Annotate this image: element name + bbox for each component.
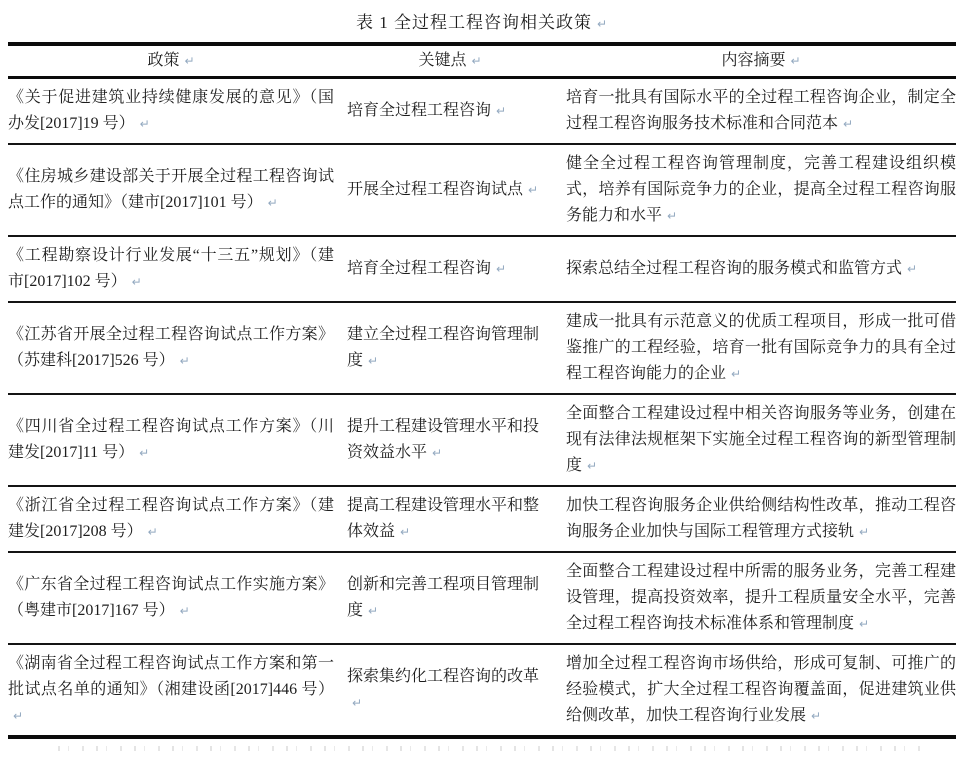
key-point-cell [347, 256, 553, 282]
summary-text: 建成一批具有示范意义的优质工程项目，形成一批可借鉴推广的工程经验，培育一批有国际竞争力的具有全过程工程咨询能力的企业 [566, 313, 956, 382]
summary-cell [566, 151, 956, 229]
paragraph-mark-icon: ↵ [184, 54, 195, 68]
paragraph-mark-icon: ↵ [147, 525, 158, 539]
paragraph-mark-icon: ↵ [587, 459, 598, 473]
policy-text: 《浙江省全过程工程咨询试点工作方案》（建建发[2017]208 号） [8, 497, 334, 540]
policy-text: 《广东省全过程工程咨询试点工作实施方案》（粤建市[2017]167 号） [8, 576, 334, 619]
key-point-cell [347, 414, 553, 466]
table-row [8, 79, 956, 143]
key-point-cell [347, 493, 553, 545]
paragraph-mark-icon: ↵ [496, 262, 507, 276]
paragraph-mark-icon: ↵ [432, 446, 443, 460]
summary-cell [566, 256, 956, 282]
paragraph-mark-icon: ↵ [368, 604, 379, 618]
paragraph-mark-icon: ↵ [368, 354, 379, 368]
policy-text: 《工程勘察设计行业发展“十三五”规划》（建市[2017]102 号） [8, 247, 334, 290]
policy-cell [8, 414, 334, 466]
policy-text: 《关于促进建筑业持续健康发展的意见》（国办发[2017]19 号） [8, 89, 334, 132]
key-point-text: 提升工程建设管理水平和投资效益水平 [347, 418, 540, 461]
paragraph-mark-icon: ↵ [859, 617, 870, 631]
summary-cell [566, 309, 956, 387]
paragraph-mark-icon: ↵ [859, 525, 870, 539]
paragraph-mark-icon: ↵ [496, 104, 507, 118]
paragraph-mark-icon: ↵ [731, 367, 742, 381]
table-row [8, 143, 956, 235]
summary-cell [566, 559, 956, 637]
paragraph-mark-icon: ↵ [907, 262, 918, 276]
key-point-cell [347, 322, 553, 374]
policy-cell [8, 493, 334, 545]
summary-text: 培育一批具有国际水平的全过程工程咨询企业，制定全过程工程咨询服务技术标准和合同范本 [566, 89, 956, 132]
policy-text: 《四川省全过程工程咨询试点工作方案》（川建发[2017]11 号） [8, 418, 334, 461]
paragraph-mark-icon: ↵ [843, 117, 854, 131]
policy-cell [8, 243, 334, 295]
paragraph-mark-icon: ↵ [790, 54, 801, 68]
paragraph-mark-icon: ↵ [400, 525, 411, 539]
header-key-point [347, 50, 553, 72]
key-point-text: 培育全过程工程咨询 [347, 260, 492, 277]
paragraph-mark-icon: ↵ [13, 709, 24, 723]
policy-cell [8, 164, 334, 216]
header-policy [8, 50, 334, 72]
paragraph-mark-icon: ↵ [528, 183, 539, 197]
policy-text: 《江苏省开展全过程工程咨询试点工作方案》（苏建科[2017]526 号） [8, 326, 334, 369]
summary-text: 全面整合工程建设过程中所需的服务业务，完善工程建设管理，提高投资效率，提升工程质量安全水平，完善全过程工程咨询技术标准体系和管理制度 [566, 563, 956, 632]
header-summary [566, 50, 956, 72]
summary-cell [566, 651, 956, 729]
key-point-text: 开展全过程工程咨询试点 [347, 181, 524, 198]
paragraph-mark-icon: ↵ [352, 696, 363, 710]
key-point-text: 创新和完善工程项目管理制度 [347, 576, 540, 619]
paragraph-mark-icon: ↵ [667, 209, 678, 223]
key-point-cell [347, 98, 553, 124]
paragraph-mark-icon: ↵ [596, 17, 609, 31]
policy-cell [8, 572, 334, 624]
table-row [8, 551, 956, 643]
cropped-text-line [58, 746, 926, 751]
table-title [8, 8, 956, 33]
summary-cell [566, 85, 956, 137]
table-row [8, 393, 956, 485]
paragraph-mark-icon: ↵ [139, 117, 150, 131]
paragraph-mark-icon: ↵ [179, 604, 190, 618]
table-row [8, 235, 956, 301]
paragraph-mark-icon: ↵ [471, 54, 482, 68]
table-header-row [8, 46, 956, 79]
policy-text: 《住房城乡建设部关于开展全过程工程咨询试点工作的通知》（建市[2017]101 号） [8, 168, 334, 211]
summary-cell [566, 401, 956, 479]
policy-cell [8, 322, 334, 374]
paragraph-mark-icon: ↵ [811, 709, 822, 723]
policy-cell [8, 85, 334, 137]
summary-text: 探索总结全过程工程咨询的服务模式和监管方式 [566, 260, 903, 277]
header-policy-text: 政策 [147, 52, 180, 69]
key-point-cell [347, 664, 553, 716]
table-title-text: 表 1 全过程工程咨询相关政策 [355, 13, 592, 32]
summary-text: 增加全过程工程咨询市场供给，形成可复制、可推广的经验模式，扩大全过程工程咨询覆盖面，促进建筑业供给侧改革，加快工程咨询行业发展 [566, 655, 956, 724]
policy-table [8, 42, 956, 739]
key-point-cell [347, 177, 553, 203]
policy-cell [8, 651, 334, 729]
key-point-text: 培育全过程工程咨询 [347, 102, 492, 119]
key-point-text: 探索集约化工程咨询的改革 [347, 668, 540, 685]
table-row [8, 643, 956, 735]
summary-cell [566, 493, 956, 545]
paragraph-mark-icon: ↵ [179, 354, 190, 368]
table-row [8, 485, 956, 551]
summary-text: 加快工程咨询服务企业供给侧结构性改革，推动工程咨询服务企业加快与国际工程管理方式接轨 [566, 497, 956, 540]
summary-text: 健全全过程工程咨询管理制度，完善工程建设组织模式，培养有国际竞争力的企业，提高全过程工程咨询服务能力和水平 [566, 155, 956, 224]
paragraph-mark-icon: ↵ [267, 196, 278, 210]
header-key-point-text: 关键点 [418, 52, 467, 69]
key-point-cell [347, 572, 553, 624]
header-summary-text: 内容摘要 [721, 52, 786, 69]
summary-text: 全面整合工程建设过程中相关咨询服务等业务，创建在现有法律法规框架下实施全过程工程咨询的新型管理制度 [566, 405, 956, 474]
table-row [8, 301, 956, 393]
paragraph-mark-icon: ↵ [139, 446, 150, 460]
policy-text: 《湖南省全过程工程咨询试点工作方案和第一批试点名单的通知》（湘建设函[2017]446 号） [8, 655, 334, 698]
key-point-text: 建立全过程工程咨询管理制度 [347, 326, 540, 369]
paragraph-mark-icon: ↵ [131, 275, 142, 289]
key-point-text: 提高工程建设管理水平和整体效益 [347, 497, 540, 540]
